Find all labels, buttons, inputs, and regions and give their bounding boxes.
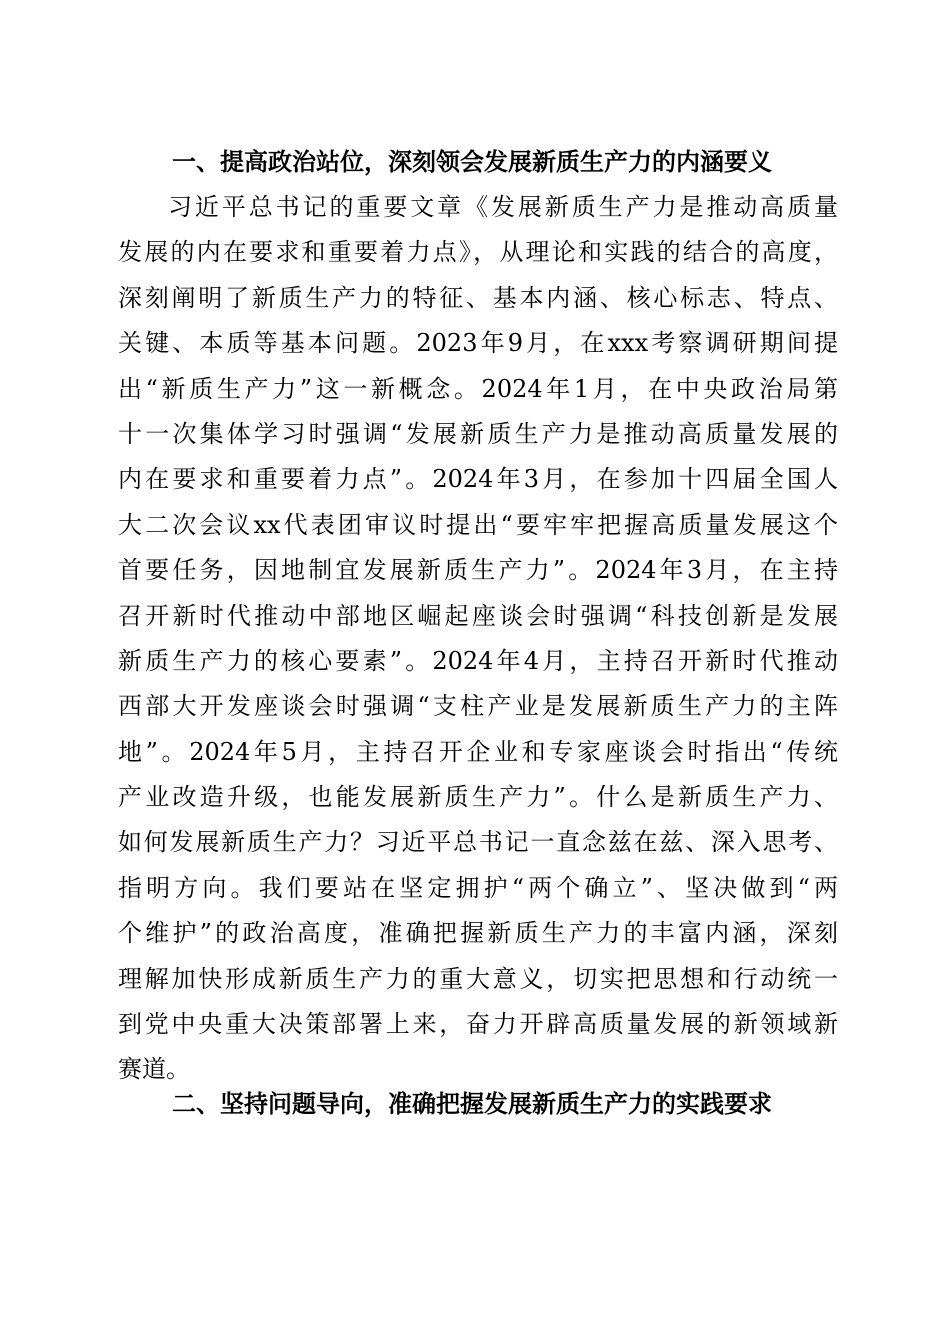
paragraph-line: 大二次会议xx代表团审议时提出“要牢牢把握高质量发展这个 [118, 510, 838, 539]
paragraph-line: 召开新时代推动中部地区崛起座谈会时强调“科技创新是发展 [118, 601, 838, 630]
paragraph-line: 个维护”的政治高度，准确把握新质生产力的丰富内涵，深刻 [118, 919, 838, 948]
paragraph-line: 新质生产力的核心要素”。2024年4月，主持召开新时代推动 [118, 646, 838, 675]
paragraph-line: 十一次集体学习时强调“发展新质生产力是推动高质量发展的 [118, 419, 838, 448]
paragraph-line: 指明方向。我们要站在坚定拥护“两个确立”、坚决做到“两 [118, 873, 838, 902]
paragraph-line: 如何发展新质生产力？习近平总书记一直念兹在兹、深入思考、 [118, 828, 838, 857]
paragraph-line: 关键、本质等基本问题。2023年9月，在xxx考察调研期间提 [118, 329, 838, 358]
section-heading-1: 一、提高政治站位，深刻领会发展新质生产力的内涵要义 [172, 148, 772, 176]
paragraph-line: 发展的内在要求和重要着力点》，从理论和实践的结合的高度， [118, 238, 838, 267]
paragraph-line: 理解加快形成新质生产力的重大意义，切实把思想和行动统一 [118, 964, 838, 993]
section-1-paragraph [118, 185, 838, 1093]
paragraph-line: 地”。2024年5月，主持召开企业和专家座谈会时指出“传统 [118, 737, 838, 766]
paragraph-line: 深刻阐明了新质生产力的特征、基本内涵、核心标志、特点、 [118, 283, 838, 312]
paragraph-line: 出“新质生产力”这一新概念。2024年1月，在中央政治局第 [118, 374, 838, 403]
paragraph-line: 赛道。 [118, 1055, 190, 1084]
section-heading-2: 二、坚持问题导向，准确把握发展新质生产力的实践要求 [172, 1090, 772, 1118]
paragraph-line: 首要任务，因地制宜发展新质生产力”。2024年3月，在主持 [118, 556, 838, 585]
paragraph-line: 西部大开发座谈会时强调“支柱产业是发展新质生产力的主阵 [118, 692, 838, 721]
paragraph-line: 产业改造升级，也能发展新质生产力”。什么是新质生产力、 [118, 783, 838, 812]
paragraph-line: 内在要求和重要着力点”。2024年3月，在参加十四届全国人 [118, 465, 838, 494]
paragraph-line: 到党中央重大决策部署上来，奋力开辟高质量发展的新领域新 [118, 1010, 838, 1039]
paragraph-line: 习近平总书记的重要文章《发展新质生产力是推动高质量 [168, 193, 838, 221]
